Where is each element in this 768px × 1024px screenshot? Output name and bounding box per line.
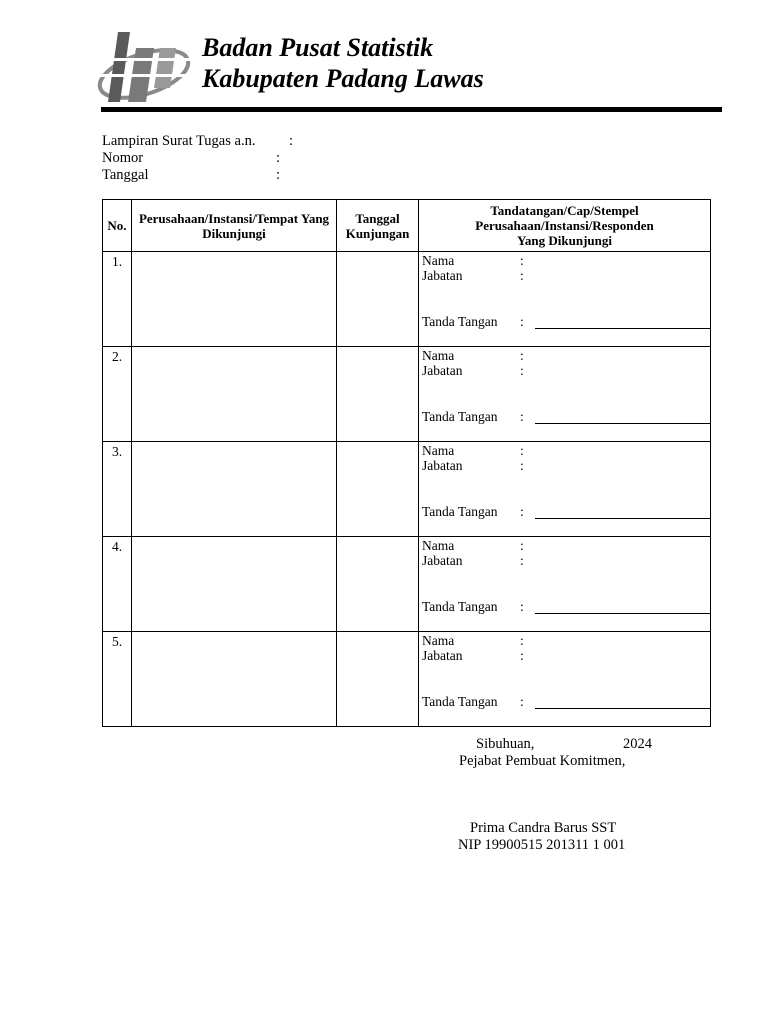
nomor-colon: : <box>276 150 281 166</box>
nama-colon: : <box>520 348 524 363</box>
jabatan-label: Jabatan <box>422 458 463 473</box>
header-ttd-line3: Yang Dikunjungi <box>516 233 613 248</box>
nama-label: Nama <box>422 253 455 268</box>
nama-label: Nama <box>422 633 455 648</box>
signature-cell <box>419 442 711 537</box>
row-number: 1. <box>103 252 132 347</box>
sign-year: 2024 <box>623 736 652 752</box>
nama-colon: : <box>520 443 524 458</box>
nama-label: Nama <box>422 538 455 553</box>
sign-name: Prima Candra Barus SST <box>470 820 617 836</box>
tanggal-cell <box>337 632 419 727</box>
nama-colon: : <box>520 633 524 648</box>
jabatan-colon: : <box>520 268 524 283</box>
sign-role: Pejabat Pembuat Komitmen, <box>459 753 626 769</box>
signature-underline <box>535 423 710 424</box>
header-perusahaan: Perusahaan/Instansi/Tempat Yang Dikunjungi <box>132 200 337 252</box>
nama-colon: : <box>520 253 524 268</box>
tanda-tangan-line <box>422 314 524 329</box>
perusahaan-cell <box>132 252 337 347</box>
table-row <box>103 347 711 442</box>
nomor-label: Nomor <box>102 150 144 166</box>
signature-cell <box>419 537 711 632</box>
row-number: 4. <box>103 537 132 632</box>
tanggal-cell <box>337 442 419 537</box>
nama-line <box>422 253 524 268</box>
tanda-tangan-colon: : <box>520 599 524 614</box>
nama-line <box>422 538 524 553</box>
jabatan-colon: : <box>520 553 524 568</box>
lampiran-label: Lampiran Surat Tugas a.n. <box>102 133 256 149</box>
org-line1: Badan Pusat Statistik <box>202 33 434 62</box>
nama-label: Nama <box>422 348 455 363</box>
row-number: 2. <box>103 347 132 442</box>
header-tanggal: Tanggal Kunjungan <box>337 200 419 252</box>
nama-line <box>422 633 524 648</box>
tanda-tangan-label: Tanda Tangan <box>422 599 498 614</box>
table-row <box>103 537 711 632</box>
tanggal-cell <box>337 347 419 442</box>
header-no: No. <box>103 200 132 252</box>
org-line2: Kabupaten Padang Lawas <box>202 64 484 93</box>
jabatan-line <box>422 268 524 283</box>
lampiran-colon: : <box>289 133 294 149</box>
jabatan-label: Jabatan <box>422 363 463 378</box>
perusahaan-cell <box>132 347 337 442</box>
signature-underline <box>535 518 710 519</box>
header-tandatangan <box>419 200 711 252</box>
perusahaan-cell <box>132 442 337 537</box>
tanda-tangan-label: Tanda Tangan <box>422 694 498 709</box>
row-number: 5. <box>103 632 132 727</box>
table-row <box>103 252 711 347</box>
signature-cell <box>419 632 711 727</box>
tanda-tangan-colon: : <box>520 314 524 329</box>
jabatan-colon: : <box>520 458 524 473</box>
table-row <box>103 442 711 537</box>
tanda-tangan-label: Tanda Tangan <box>422 314 498 329</box>
tanggal-colon: : <box>276 167 281 183</box>
visit-table <box>102 199 711 727</box>
jabatan-colon: : <box>520 648 524 663</box>
jabatan-line <box>422 553 524 568</box>
tanggal-cell <box>337 537 419 632</box>
nama-label: Nama <box>422 443 455 458</box>
tanda-tangan-line <box>422 599 524 614</box>
tanda-tangan-label: Tanda Tangan <box>422 504 498 519</box>
tanda-tangan-line <box>422 504 524 519</box>
tanggal-cell <box>337 252 419 347</box>
table-row <box>103 632 711 727</box>
perusahaan-cell <box>132 537 337 632</box>
row-number: 3. <box>103 442 132 537</box>
tanda-tangan-colon: : <box>520 694 524 709</box>
jabatan-line <box>422 363 524 378</box>
tanda-tangan-colon: : <box>520 409 524 424</box>
bps-logo-icon <box>96 28 196 104</box>
tanda-tangan-colon: : <box>520 504 524 519</box>
jabatan-label: Jabatan <box>422 268 463 283</box>
tanda-tangan-line <box>422 694 524 709</box>
jabatan-line <box>422 458 524 473</box>
header-rule <box>101 107 722 112</box>
nama-line <box>422 348 524 363</box>
jabatan-label: Jabatan <box>422 553 463 568</box>
tanda-tangan-label: Tanda Tangan <box>422 409 498 424</box>
nama-line <box>422 443 524 458</box>
signature-underline <box>535 708 710 709</box>
perusahaan-cell <box>132 632 337 727</box>
sign-place: Sibuhuan, <box>476 736 535 752</box>
jabatan-colon: : <box>520 363 524 378</box>
sign-nip: NIP 19900515 201311 1 001 <box>458 837 626 853</box>
signature-underline <box>535 613 710 614</box>
jabatan-line <box>422 648 524 663</box>
jabatan-label: Jabatan <box>422 648 463 663</box>
signature-cell <box>419 252 711 347</box>
tanda-tangan-line <box>422 409 524 424</box>
table-header-row <box>103 200 711 252</box>
tanggal-label: Tanggal <box>102 167 149 183</box>
nama-colon: : <box>520 538 524 553</box>
signature-underline <box>535 328 710 329</box>
header-ttd-line2: Perusahaan/Instansi/Responden <box>475 218 654 233</box>
signature-cell <box>419 347 711 442</box>
header-ttd-line1: Tandatangan/Cap/Stempel <box>490 203 639 218</box>
organization-name <box>202 32 484 94</box>
